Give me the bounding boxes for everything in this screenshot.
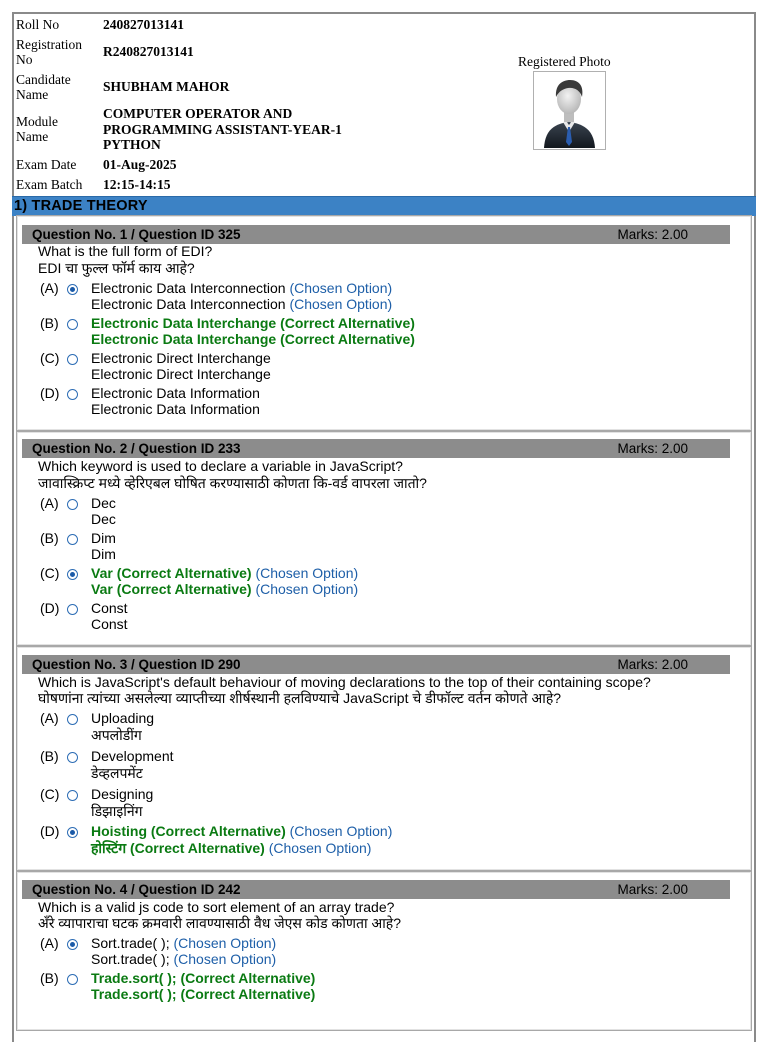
registered-photo	[533, 71, 606, 150]
option-a-text-mr: Dec	[91, 511, 116, 527]
radio-option-c[interactable]	[67, 354, 78, 365]
correct-alternative-tag: (Correct Alternative)	[116, 565, 252, 581]
option-text-mr	[91, 951, 276, 967]
registered-photo-label: Registered Photo	[518, 54, 611, 69]
module-label-1: Module	[16, 114, 58, 129]
option-d-text-mr: Electronic Data Information	[91, 401, 260, 417]
exam-date-label: Exam Date	[16, 157, 77, 172]
option-b-text-mr: Trade.sort( );	[91, 986, 177, 1002]
module-name-line-3: PYTHON	[103, 137, 161, 152]
option-label: (D)	[40, 600, 60, 616]
radio-option-b[interactable]	[67, 752, 78, 763]
option-label: (B)	[40, 315, 59, 331]
option-b-text-mr: Dim	[91, 546, 116, 562]
option-label: (C)	[40, 350, 60, 366]
option-text-en	[91, 970, 315, 986]
option-d-text: Const	[91, 600, 128, 616]
question-text-en: What is the full form of EDI?	[38, 243, 213, 259]
option-text-mr	[91, 296, 392, 312]
option-label: (A)	[40, 710, 59, 726]
roll-no-label: Roll No	[16, 17, 60, 32]
option-c-text: Electronic Direct Interchange	[91, 350, 271, 366]
question-marks: Marks: 2.00	[617, 882, 688, 897]
candidate-details	[14, 14, 754, 195]
option-label: (A)	[40, 935, 59, 951]
radio-option-a[interactable]	[67, 499, 78, 510]
option-text-en	[91, 280, 392, 296]
question-text-mr: EDI चा फुल्ल फॉर्म काय आहे?	[38, 260, 195, 276]
question-header-3	[22, 655, 730, 674]
exam-batch-label: Exam Batch	[16, 177, 83, 192]
option-text-en	[91, 935, 276, 951]
option-c-text: Var	[91, 565, 113, 581]
chosen-option-tag: (Chosen Option)	[289, 823, 393, 839]
option-b-text: Trade.sort( );	[91, 970, 177, 986]
option-text-en	[91, 315, 415, 331]
chosen-option-tag: (Chosen Option)	[289, 296, 393, 312]
question-marks: Marks: 2.00	[617, 441, 688, 456]
question-marks: Marks: 2.00	[617, 227, 688, 242]
registration-label-1: Registration	[16, 37, 82, 52]
radio-option-b[interactable]	[67, 534, 78, 545]
option-text-en	[91, 565, 358, 581]
option-label: (B)	[40, 530, 59, 546]
module-label-2: Name	[16, 129, 49, 144]
option-text-mr	[91, 581, 358, 597]
radio-option-a[interactable]	[67, 284, 78, 295]
correct-alternative-tag: (Correct Alternative)	[129, 840, 265, 856]
option-text-mr	[91, 986, 315, 1002]
radio-option-d[interactable]	[67, 604, 78, 615]
option-a-text: Dec	[91, 495, 116, 511]
option-b-text: Development	[91, 748, 174, 764]
option-c-text-mr: Electronic Direct Interchange	[91, 366, 271, 382]
module-name-line-2: PROGRAMMING ASSISTANT-YEAR-1	[103, 122, 342, 137]
option-label: (A)	[40, 280, 59, 296]
module-name-line-1: COMPUTER OPERATOR AND	[103, 106, 293, 121]
chosen-option-tag: (Chosen Option)	[255, 581, 359, 597]
question-header-2	[22, 439, 730, 458]
question-text-en: Which is JavaScript's default behaviour of moving declarations to the top of their containing scope?	[38, 674, 651, 690]
radio-option-b[interactable]	[67, 319, 78, 330]
correct-alternative-tag: (Correct Alternative)	[180, 970, 316, 986]
option-b-text: Dim	[91, 530, 116, 546]
option-b-text-mr: डेव्हलपमेंट	[91, 765, 143, 781]
option-b-text: Electronic Data Interchange	[91, 315, 277, 331]
option-label: (D)	[40, 385, 60, 401]
option-a-text: Uploading	[91, 710, 155, 726]
option-b-text-mr: Electronic Data Interchange	[91, 331, 277, 347]
option-d-text: Hoisting	[91, 823, 147, 839]
chosen-option-tag: (Chosen Option)	[173, 951, 277, 967]
option-a-text: Sort.trade( );	[91, 935, 170, 951]
option-d-text: Electronic Data Information	[91, 385, 260, 401]
option-text-mr	[91, 331, 415, 347]
section-header	[12, 196, 756, 216]
exam-batch-value: 12:15-14:15	[103, 177, 171, 192]
question-marks: Marks: 2.00	[617, 657, 688, 672]
radio-option-c[interactable]	[67, 569, 78, 580]
question-number: Question No. 3 / Question ID 290	[32, 657, 241, 672]
correct-alternative-tag: (Correct Alternative)	[280, 331, 415, 347]
chosen-option-tag: (Chosen Option)	[268, 840, 372, 856]
roll-no-value: 240827013141	[103, 17, 184, 32]
option-a-text-mr: Sort.trade( );	[91, 951, 170, 967]
correct-alternative-tag: (Correct Alternative)	[150, 823, 286, 839]
radio-option-c[interactable]	[67, 790, 78, 801]
candidate-label-1: Candidate	[16, 72, 71, 87]
registration-value: R240827013141	[103, 44, 194, 59]
option-label: (B)	[40, 748, 59, 764]
radio-option-b[interactable]	[67, 974, 78, 985]
radio-option-a[interactable]	[67, 939, 78, 950]
chosen-option-tag: (Chosen Option)	[289, 280, 393, 296]
option-label: (B)	[40, 970, 59, 986]
option-d-text-mr: होस्टिंग	[91, 840, 127, 856]
question-text-mr: घोषणांना त्यांच्या असलेल्या व्याप्तीच्या शीर्षस्थानी हलविण्याचे JavaScript चे डीफॉल्ट वर्तन कोणते आहे?	[38, 690, 562, 706]
question-number: Question No. 4 / Question ID 242	[32, 882, 241, 897]
question-number: Question No. 2 / Question ID 233	[32, 441, 241, 456]
correct-alternative-tag: (Correct Alternative)	[116, 581, 252, 597]
option-label: (C)	[40, 565, 60, 581]
question-text-en: Which is a valid js code to sort element of an array trade?	[38, 899, 395, 915]
option-label: (A)	[40, 495, 59, 511]
correct-alternative-tag: (Correct Alternative)	[180, 986, 316, 1002]
chosen-option-tag: (Chosen Option)	[173, 935, 277, 951]
section-title: 1) TRADE THEORY	[14, 198, 148, 214]
option-text-mr	[91, 840, 371, 856]
option-label: (C)	[40, 786, 60, 802]
option-c-text-mr: डिझाइनिंग	[91, 803, 143, 819]
question-text-mr: जावास्क्रिप्ट मध्ये व्हेरिएबल घोषित करण्यासाठी कोणता कि-वर्ड वापरला जातो?	[38, 475, 427, 491]
radio-option-a[interactable]	[67, 714, 78, 725]
question-text-mr: अँरे व्यापाराचा घटक क्रमवारी लावण्यासाठी वैध जेएस कोड कोणता आहे?	[38, 915, 402, 931]
option-a-text-mr: Electronic Data Interconnection	[91, 296, 286, 312]
option-d-text-mr: Const	[91, 616, 128, 632]
candidate-name: SHUBHAM MAHOR	[103, 79, 230, 94]
chosen-option-tag: (Chosen Option)	[255, 565, 359, 581]
option-a-text: Electronic Data Interconnection	[91, 280, 286, 296]
radio-option-d[interactable]	[67, 827, 78, 838]
question-text-en: Which keyword is used to declare a variable in JavaScript?	[38, 458, 403, 474]
candidate-label-2: Name	[16, 87, 49, 102]
option-c-text: Designing	[91, 786, 154, 802]
person-avatar-icon	[534, 72, 605, 149]
registration-label-2: No	[16, 52, 33, 67]
radio-option-d[interactable]	[67, 389, 78, 400]
question-number: Question No. 1 / Question ID 325	[32, 227, 241, 242]
option-label: (D)	[40, 823, 60, 839]
option-a-text-mr: अपलोडींग	[91, 727, 142, 743]
correct-alternative-tag: (Correct Alternative)	[280, 315, 415, 331]
question-header-4	[22, 880, 730, 899]
question-header-1	[22, 225, 730, 244]
option-c-text-mr: Var	[91, 581, 113, 597]
exam-date-value: 01-Aug-2025	[103, 157, 177, 172]
option-text-en	[91, 823, 392, 839]
